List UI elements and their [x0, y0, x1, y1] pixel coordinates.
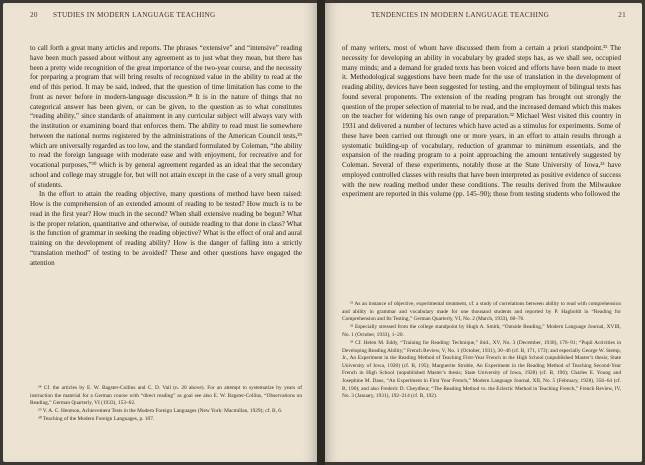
left-paragraph-2: In the effort to attain the reading objective, many questions of method have been raised: How is the comprehension of an extended amount of reading to be tested? How much is to be read in the first year? How much in the second? When shall extensive reading be begun? What is the proper relation, quantitative and otherwise, of outside reading to that done in class? What is the function of grammar in seeking the reading objective? What is the effect of oral and aural training on the development of reading ability? How is the danger of falling into a strictly “translation method” of testing to be avoided? These and other questions have engaged the attention	[30, 190, 302, 267]
footnote-28: ²⁸ Cf. the articles by E. W. Bagster-Collins and C. D. Vail (n. 20 above). For an attempt to systematize by years of instruction the material for a German course with “direct reading” as goal see also E. W. Bagster-Collins, “Observations on Reading,” German Quarterly, VI (1933), 153–62.	[30, 385, 302, 407]
footnote-30: ³⁰ Teaching of the Modern Foreign Languages, p. 107.	[38, 416, 155, 423]
left-running-title: STUDIES IN MODERN LANGUAGE TEACHING	[53, 11, 216, 19]
left-running-head	[3, 11, 317, 23]
right-page-number: 21	[618, 11, 626, 19]
book-gutter	[317, 0, 325, 465]
left-paragraph-1: to call forth a great many articles and reports. The phrases “extensive” and “intensive” reading have been much passed about without any agreement as to just what they mean, but there has been a pretty wide recognition of the great importance of the two-year course, and the necessity for preparing a program that will bring results of recognized value in the ability to read at the end of this period. It may be said, indeed, that the question of time limitation has come to the front as never before in modern-language discussion.²⁸ It is in the nature of things that no categorical answer has been given, or can be given, to the question as to what constitutes “reading ability,” since standards of attainment in any curricular subject will always vary with the institution or examining board that enforces them. The ability to read must lie somewhere between the national norms registered by the administrations of the American Council tests,²⁹ which are universally regarded as too low, and the standard formulated by Coleman, “the ability to read the foreign language with moderate ease and with enjoyment, for recreative and for vocational purposes,”³⁰ which is by general agreement regarded as an ideal that the secondary school and college may struggle for, but will not attain except in the case of a very small group of students.	[30, 44, 302, 189]
left-footnotes	[30, 385, 302, 424]
right-footnotes	[342, 301, 621, 401]
right-page	[325, 3, 642, 462]
left-page-number: 20	[30, 11, 38, 19]
footnote-33: ³³ Cf. Helen M. Eddy, “Training for Reading: Technique,” ibid., XV, No. 3 (December, 1930), 176–91; “Pupil Activities in Developing Reading Ability,” French Review, V, No. 1 (October, 1931), 30–46 (cf. B, 171, 173); and especially George W. Stemp, Jr., An Experiment in the Reading Method of Teaching First-Year French in the High School (unpublished Master’s thesis; State University of Iowa, 1928) (cf. B, 195); Marguerite Struble, An Experiment in the Reading Method of Teaching Second-Year French in High School (unpublished Master’s thesis; State University of Iowa, 1928) (cf. B, 196); Charles E. Young and Josephine M. Daus, “An Experiment in First Year French,” Modern Language Journal, XII, No. 5 (February, 1928), 356–64 (cf. B, 190); and also Frederic D. Cheydleur, “The Reading Method vs. the Eclectic Method in Teaching French,” French Review, IV, No. 3 (January, 1931), 192–214 (cf. B, 192).	[342, 339, 621, 400]
right-running-head	[325, 11, 642, 23]
right-running-title: TENDENCIES IN MODERN LANGUAGE TEACHING	[371, 11, 550, 19]
right-body-text	[342, 44, 621, 200]
footnote-31: ³¹ As an instance of objective, experimental treatment, cf. a study of correlations between ability to read with comprehension and ability in grammar and vocabulary made for one thousand students and reported by P. Hagboldt in “Reading for Comprehension and Its Testing,” German Quarterly, VI, No. 2 (March, 1933), 68–76.	[342, 301, 621, 323]
left-body-text	[30, 44, 302, 268]
footnote-29: ²⁹ V. A. C. Henmon, Achievement Tests in the Modern Foreign Languages (New York: Macmillan, 1929); cf. B, 6.	[38, 408, 283, 415]
left-page	[3, 3, 317, 462]
right-paragraph-1: of many writers, most of whom have discussed them from a certain a priori standpoint.³¹ The necessity for developing an ability in vocabulary by graded steps has, as we shall see, occupied many minds; and a demand for graded texts has been voiced and efforts have been made to meet it. Methodological suggestions have been made for the use of translation in the development of reading ability, devices have been suggested for testing, and the employment of bilingual texts has found several proponents. The extension of the reading program has brought out strongly the question of the proper selection of material to be read, and the increased demand which this makes on the teacher for widening his own range of preparation.³² Michael West visited this country in 1931 and delivered a number of lectures which have acted as a stimulus for experiments. Some of these have been carried out through one or more years, in an effort to attain results through a systematic building-up of vocabulary, reduction of grammar to minimum essentials, and the expansion of the reading program to a point approaching the amount tentatively suggested by Coleman. Several of these experiments, notably those at the State University of Iowa,³³ have employed controlled classes with results that have been interpreted as positive evidence of success with the new reading method under these conditions. The results derived from the Milwaukee experiment are reported in this volume (pp. 145–90); those from testing students who followed the	[342, 44, 621, 199]
footnote-32: ³² Especially stressed from the college standpoint by Hugh A. Smith, “Outside Reading,” Modern Language Journal, XVIII, No. 1 (October, 1933), 1–20.	[342, 324, 621, 338]
